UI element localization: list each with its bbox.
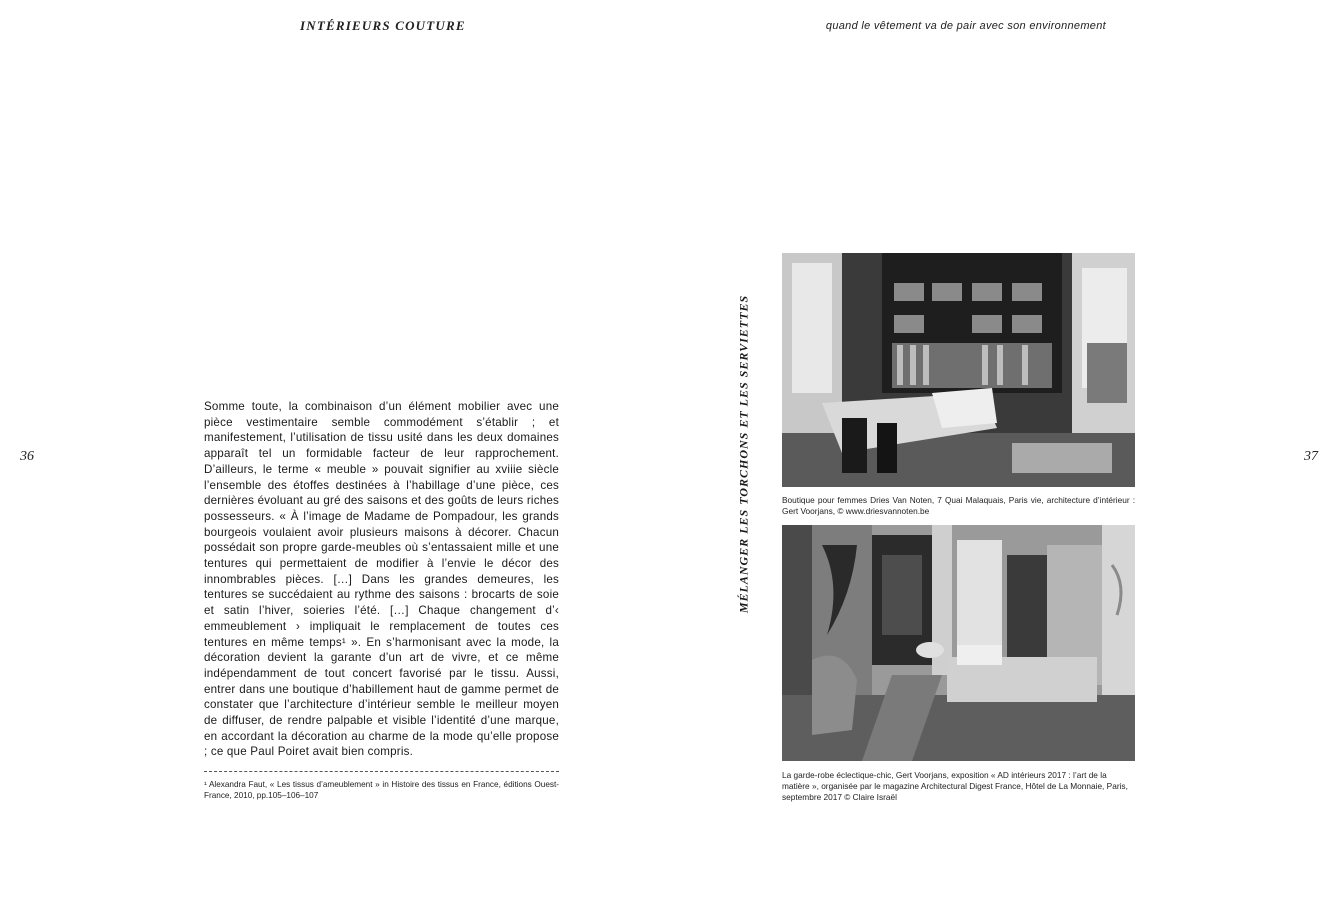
- body-paragraph: Somme toute, la combinaison d’un élément mobilier avec une pièce vestimentaire semble commodément s’établir ; et manifestement, l’utilisation de tissu usité dans les deux domaines apparaît tel un formidable facteur de leur rapprochement. D’ailleurs, le terme « meuble » pouvait signifier au xviiie siècle l’ensemble des étoffes destinées à l’habillage d’une pièce, ces dernières évoluant au gré des saisons et des goûts de leurs riches possesseurs. « À l’image de Madame de Pompadour, les grands bourgeois voulaient avoir plusieurs maisons à décorer. Chacun possédait son propre garde-meubles où s’entassaient mille et une tentures qui permettaient de modifier à l’envie le décor des innombrables pièces. […] Dans les grandes demeures, les tentures se succédaient au rythme des saisons : brocarts de soie et satin l’hiver, soieries l’été. […] Chaque changement d’‹ emmeublement › impliquait le remplacement de toutes ces tentures en même temps¹ ». En s’harmonisant avec la mode, la décoration devient la garante d’un art de vivre, et ce même indépendamment de tout concert favorisé par le tissu. Aussi, entrer dans une boutique d’habillement haut de gamme permet de constater que l’architecture d’intérieur semble le meilleur moyen de diffuser, de rendre palpable et visible l’identité d’une marque, en accordant la décoration au charme de la mode qu’elle propose ; ce que Paul Poiret avait bien compris.: [204, 400, 559, 759]
- boutique-photo: [782, 253, 1135, 487]
- footnote-divider: [204, 771, 559, 772]
- footnote: ¹ Alexandra Faut, « Les tissus d’ameublement » in Histoire des tissus en France, éditions Ouest-France, 2010, pp.105–106–107: [204, 780, 559, 800]
- wardrobe-photo: [782, 525, 1135, 761]
- photo-caption-2: La garde-robe éclectique-chic, Gert Voorjans, exposition « AD intérieurs 2017 : l’art de la matière », organisée par le magazine Architectural Digest France, Hôtel de La Monnaie, Paris, septembre 2017 © Claire Israël: [782, 770, 1128, 802]
- section-title-text: MÉLANGER LES TORCHONS ET LES SERVIETTES: [736, 294, 751, 614]
- photo-caption-1: Boutique pour femmes Dries Van Noten, 7 Quai Malaquais, Paris vie, architecture d’intérieur : Gert Voorjans, © www.driesvannoten.be: [782, 495, 1135, 516]
- section-title-vertical: [736, 294, 752, 614]
- page-number-left: 36: [20, 449, 34, 464]
- running-header-right: quand le vêtement va de pair avec son environnement: [825, 20, 1106, 32]
- running-header-left: INTÉRIEURS COUTURE: [300, 18, 466, 33]
- page-number-right: 37: [1304, 449, 1318, 464]
